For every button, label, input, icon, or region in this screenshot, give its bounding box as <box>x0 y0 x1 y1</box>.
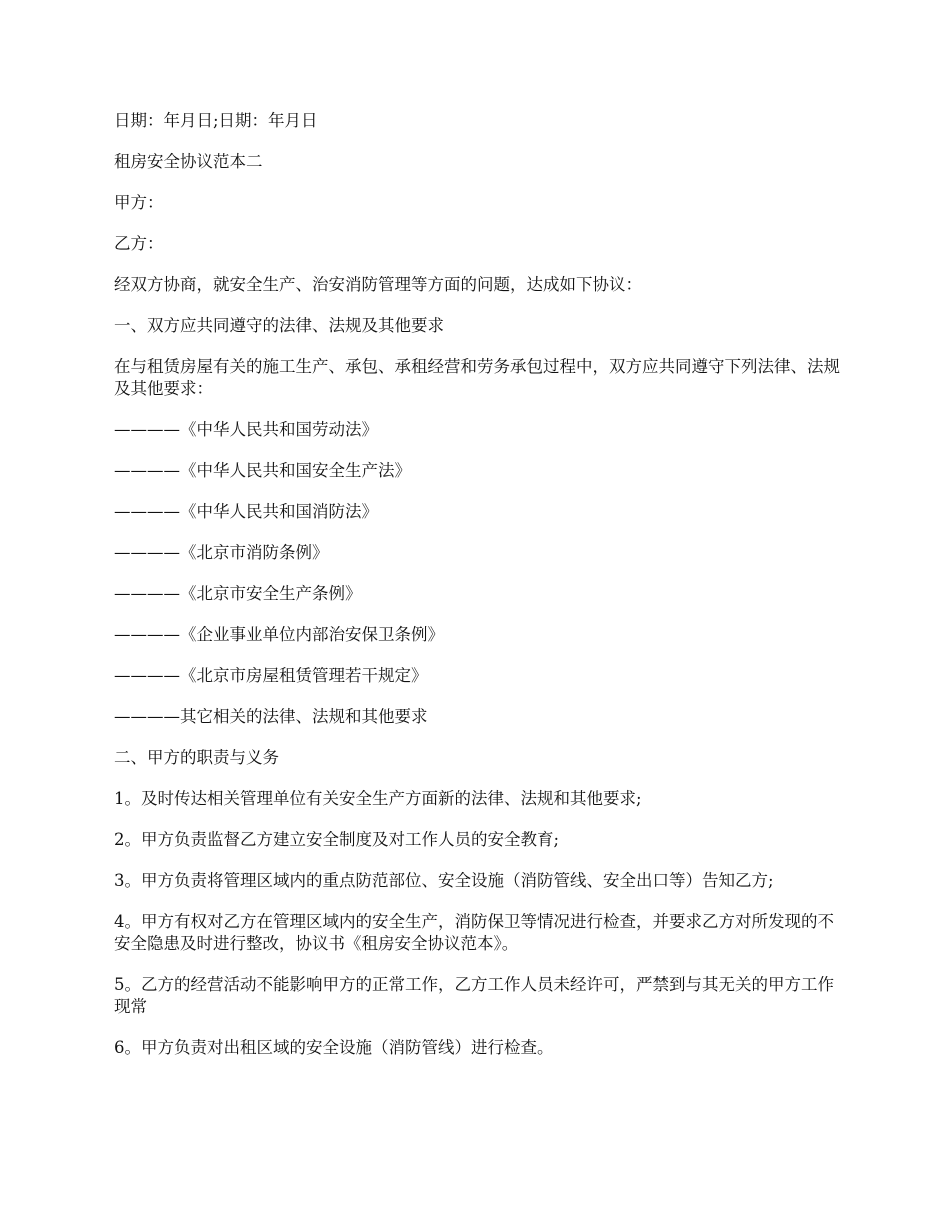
law-list-item: ————《北京市消防条例》 <box>114 543 329 562</box>
section-heading-1: 一、双方应共同遵守的法律、法规及其他要求 <box>114 316 444 335</box>
intro-paragraph: 经双方协商，就安全生产、治安消防管理等方面的问题，达成如下协议： <box>114 275 642 294</box>
duty-item-5: 5。乙方的经营活动不能影响甲方的正常工作，乙方工作人员未经许可，严禁到与其无关的甲方工作现常 <box>114 975 834 1016</box>
party-a-line: 甲方： <box>114 193 164 212</box>
law-list-item: ————《中华人民共和国消防法》 <box>114 502 378 521</box>
duty-item-3: 3。甲方负责将管理区域内的重点防范部位、安全设施（消防管线、安全出口等）告知乙方; <box>114 871 774 890</box>
document-body <box>114 110 844 1059</box>
section-1-intro: 在与租赁房屋有关的施工生产、承包、承租经营和劳务承包过程中，双方应共同遵守下列法律、法规及其他要求： <box>114 357 840 398</box>
law-list-item: ————《中华人民共和国劳动法》 <box>114 420 378 439</box>
date-line: 日期：年月日;日期：年月日 <box>114 111 318 130</box>
document-title: 租房安全协议范本二 <box>114 152 263 171</box>
section-heading-2: 二、甲方的职责与义务 <box>114 748 279 767</box>
duty-item-6: 6。甲方负责对出租区域的安全设施（消防管线）进行检查。 <box>114 1038 554 1057</box>
duty-item-2: 2。甲方负责监督乙方建立安全制度及对工作人员的安全教育; <box>114 830 560 849</box>
law-list-item: ————《企业事业单位内部治安保卫条例》 <box>114 625 444 644</box>
duty-item-1: 1。及时传达相关管理单位有关安全生产方面新的法律、法规和其他要求; <box>114 789 642 808</box>
law-list-item: ————其它相关的法律、法规和其他要求 <box>114 707 428 726</box>
law-list-item: ————《中华人民共和国安全生产法》 <box>114 461 411 480</box>
duty-item-4: 4。甲方有权对乙方在管理区域内的安全生产，消防保卫等情况进行检查，并要求乙方对所发现的不安全隐患及时进行整改，协议书《租房安全协议范本》。 <box>114 912 834 953</box>
party-b-line: 乙方： <box>114 234 164 253</box>
law-list-item: ————《北京市房屋租赁管理若干规定》 <box>114 666 428 685</box>
law-list-item: ————《北京市安全生产条例》 <box>114 584 362 603</box>
